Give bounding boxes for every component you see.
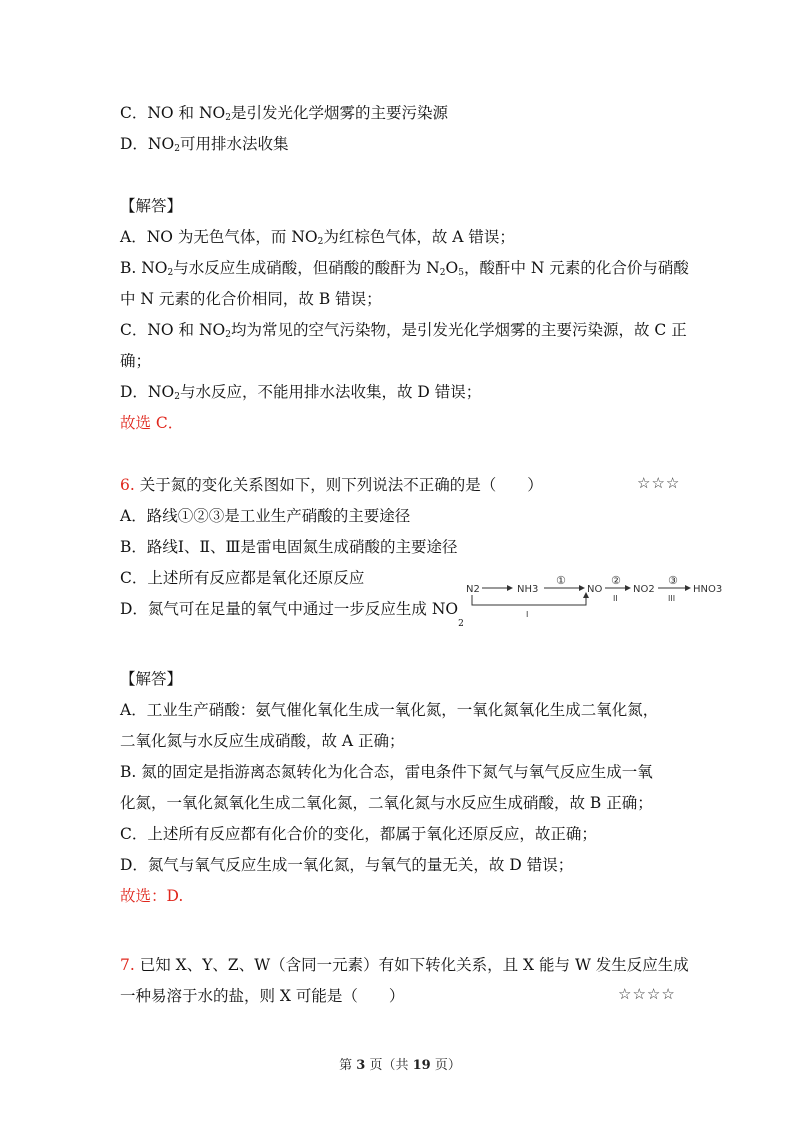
question7-text: 已知 X、Y、Z、W（含同一元素）有如下转化关系，且 X 能与 W 发生反应生成 <box>139 956 689 974</box>
diagram-n2: N2 <box>466 584 480 595</box>
question6-option-c: C．上述所有反应都是氧化还原反应 <box>120 569 365 587</box>
question6-stem <box>120 474 543 496</box>
diagram-no: NO <box>587 584 603 595</box>
solution6-a-line1: A．工业生产硝酸：氨气催化氧化生成一氧化氮，一氧化氮氧化生成二氧化氮， <box>120 701 659 719</box>
solution6-c: C．上述所有反应都有化合价的变化，都属于氧化还原反应，故正确； <box>120 825 597 843</box>
solution5-d: D．$NO_2$与水反应，不能用排水法收集，故 D 错误； <box>120 383 482 402</box>
question7-stem-line2: 一种易溶于水的盐，则 X 可能是（ ） <box>120 987 405 1005</box>
diagram-route1-label: I <box>526 610 529 619</box>
diagram-hno3: HNO3 <box>693 584 723 595</box>
question6-text: 关于氮的变化关系图如下，则下列说法不正确的是（ ） <box>139 476 543 494</box>
question7-number: 7. <box>120 956 135 974</box>
diagram-nh3: NH3 <box>517 584 539 595</box>
page-footer: 第 3 页（共 19 页） <box>339 1058 461 1073</box>
solution5-header: 【解答】 <box>120 197 183 215</box>
footer-page-number: 3 <box>356 1058 366 1073</box>
question6-difficulty-stars: ☆☆☆ <box>637 474 681 492</box>
question7-difficulty-stars: ☆☆☆☆ <box>618 985 676 1003</box>
diagram-route2-label: II <box>613 594 618 603</box>
solution6-answer: 故选：D. <box>120 887 184 905</box>
solution6-a-line2: 二氧化氮与水反应生成硝酸，故 A 正确； <box>120 732 405 750</box>
solution5-a: A．NO 为无色气体，而 $NO_2$为红棕色气体，故 A 错误； <box>120 228 515 247</box>
solution6-d: D．氮气与氧气反应生成一氧化氮，与氧气的量无关，故 D 错误； <box>120 856 574 874</box>
solution6-b-line1: B. 氮的固定是指游离态氮转化为化合态，雷电条件下氮气与氧气反应生成一氧 <box>120 763 653 781</box>
solution6-header: 【解答】 <box>120 670 183 688</box>
question6-option-d: D．氮气可在足量的氧气中通过一步反应生成 $NO_2$ <box>120 600 464 629</box>
diagram-step2-label: ② <box>611 575 621 587</box>
footer-total-pages: 19 <box>412 1058 431 1073</box>
question6-option-b: B．路线Ⅰ、Ⅱ、Ⅲ是雷电固氮生成硝酸的主要途径 <box>120 538 458 556</box>
diagram-step3-label: ③ <box>668 575 678 587</box>
diagram-no2: NO2 <box>633 584 655 595</box>
prev-option-d: D．$NO_2$可用排水法收集 <box>120 135 289 154</box>
question7-stem-line1 <box>120 954 689 976</box>
solution6-b-line2: 化氮，一氧化氮氧化生成二氧化氮，二氧化氮与水反应生成硝酸，故 B 正确； <box>120 794 653 812</box>
solution5-b-line2: 中 N 元素的化合价相同，故 B 错误； <box>120 290 382 308</box>
solution5-c-line1: C．NO 和 $NO_2$均为常见的空气污染物，是引发光化学烟雾的主要污染源，故 C 正 <box>120 321 687 340</box>
solution5-c-line2: 确； <box>120 352 152 370</box>
diagram-route3-label: III <box>668 594 676 603</box>
diagram-step1-label: ① <box>556 575 566 587</box>
question6-number: 6. <box>120 476 135 494</box>
question6-option-a: A．路线①②③是工业生产硝酸的主要途径 <box>120 507 411 525</box>
solution5-answer: 故选 C． <box>120 414 184 432</box>
prev-option-c: C．NO 和 $NO_2$是引发光化学烟雾的主要污染源 <box>120 104 449 123</box>
solution5-b-line1: B. $NO_2$与水反应生成硝酸，但硝酸的酸酐为 $N_2O_5$，酸酐中 N 元素的化合价与硝酸 <box>120 259 689 278</box>
nitrogen-conversion-diagram <box>462 575 762 625</box>
